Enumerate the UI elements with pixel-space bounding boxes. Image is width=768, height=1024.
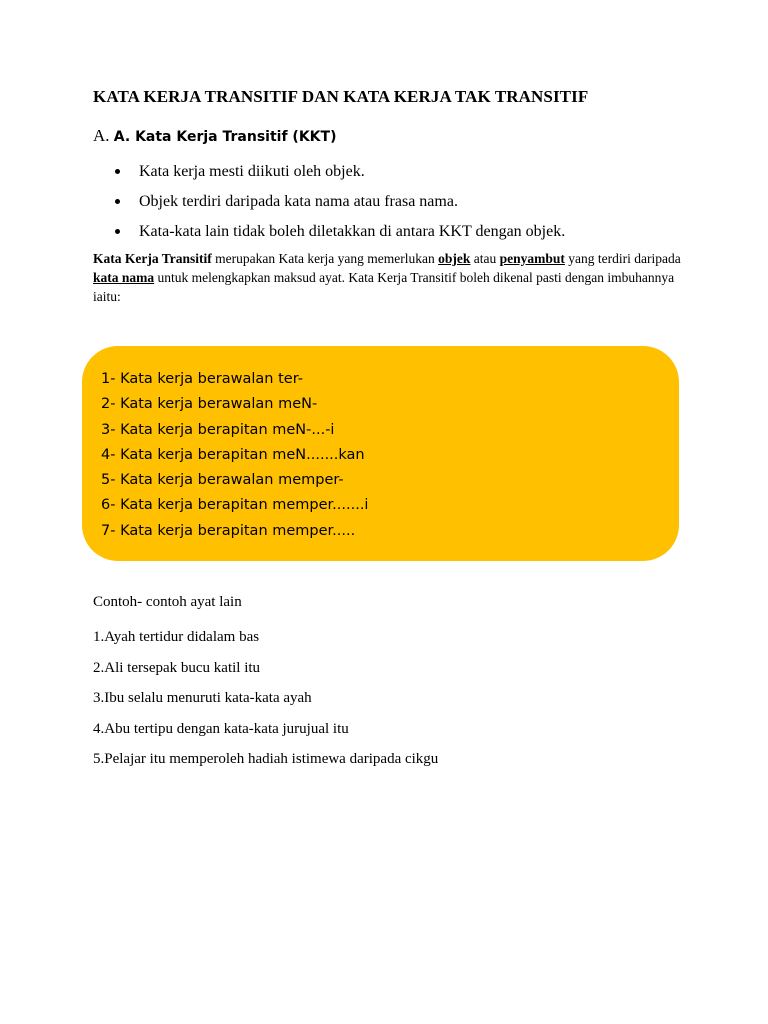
bullet-item <box>113 217 565 247</box>
example-item: 1.Ayah tertidur didalam bas <box>93 629 260 645</box>
bullet-dot-icon <box>115 199 120 204</box>
bullet-item <box>113 157 565 187</box>
keyword-penyambut: penyambut <box>499 251 565 266</box>
examples-list <box>93 622 438 775</box>
paragraph-text: yang terdiri daripada <box>564 251 681 266</box>
definition-paragraph <box>93 249 683 306</box>
affix-item: 5- Kata kerja berawalan memper- <box>101 472 344 489</box>
page-title: KATA KERJA TRANSITIF DAN KATA KERJA TAK TRANSITIF <box>93 87 589 106</box>
affix-item: 1- Kata kerja berawalan ter- <box>101 371 303 387</box>
affix-item: 7- Kata kerja berapitan memper..... <box>101 522 356 539</box>
bullet-text: Objek terdiri daripada kata nama atau frasa nama. <box>139 193 458 210</box>
bullet-item <box>113 187 565 217</box>
bullet-dot-icon <box>115 229 120 234</box>
term-text: Kata Kerja Transitif <box>93 251 212 266</box>
bullet-text: Kata kerja mesti diikuti oleh objek. <box>139 163 365 180</box>
paragraph-text: untuk melengkapkan maksud ayat. Kata Kerja Transitif boleh dikenal pasti dengan imbuhannya iaitu: <box>93 270 675 304</box>
affix-item: 3- Kata kerja berapitan meN-...-i <box>101 421 335 438</box>
section-prefix: A. <box>93 126 110 145</box>
bullet-list <box>113 157 565 247</box>
paragraph-text: merupakan Kata kerja yang memerlukan <box>211 251 439 266</box>
bullet-dot-icon <box>115 169 120 174</box>
affix-item: 6- Kata kerja berapitan memper.......i <box>101 497 369 514</box>
example-item: 5.Pelajar itu memperoleh hadiah istimewa daripada cikgu <box>93 751 439 768</box>
keyword-kata-nama: kata nama <box>93 270 155 285</box>
examples-heading: Contoh- contoh ayat lain <box>93 594 242 610</box>
section-heading <box>93 126 336 146</box>
example-item: 2.Ali tersepak bucu katil itu <box>93 659 261 676</box>
example-item: 3.Ibu selalu menuruti kata-kata ayah <box>93 690 312 707</box>
paragraph-text: atau <box>470 251 500 266</box>
affix-item: 4- Kata kerja berapitan meN.......kan <box>101 446 365 463</box>
affix-item: 2- Kata kerja berawalan meN- <box>101 396 318 413</box>
keyword-objek: objek <box>438 251 471 266</box>
section-title: A. Kata Kerja Transitif (KKT) <box>113 129 337 145</box>
example-item: 4.Abu tertipu dengan kata-kata jurujual itu <box>93 720 349 737</box>
bullet-text: Kata-kata lain tidak boleh diletakkan di antara KKT dengan objek. <box>139 223 566 240</box>
affix-list <box>101 367 368 544</box>
